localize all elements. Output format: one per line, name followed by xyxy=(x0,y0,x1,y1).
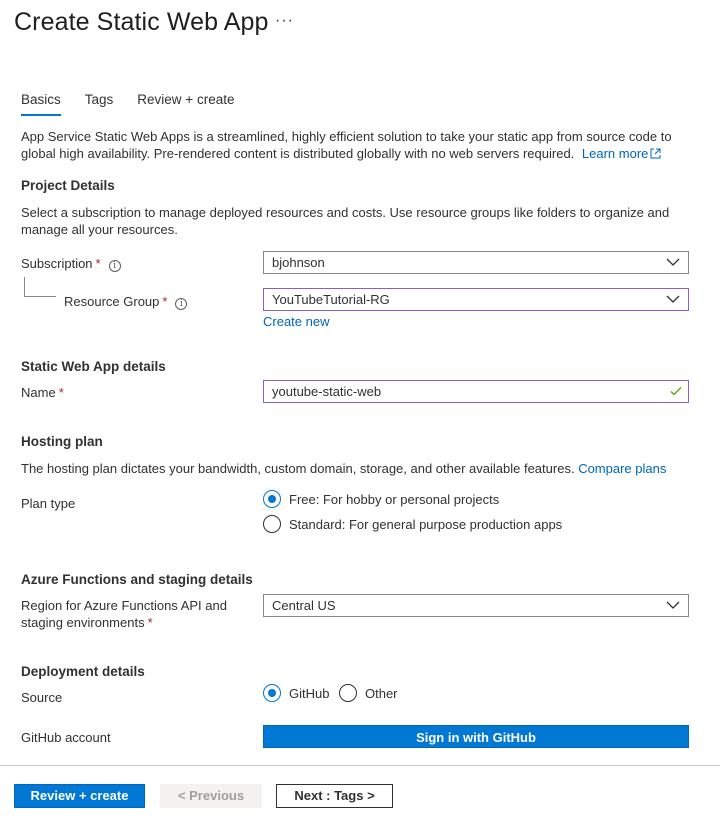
project-details-heading: Project Details xyxy=(21,178,115,193)
source-github-label: GitHub xyxy=(289,685,330,701)
region-value: Central US xyxy=(272,598,336,613)
subscription-value: bjohnson xyxy=(272,255,325,270)
radio-checked[interactable] xyxy=(263,684,281,702)
tab-tags[interactable]: Tags xyxy=(84,92,114,107)
chevron-down-icon xyxy=(666,293,680,305)
tree-connector xyxy=(24,277,56,297)
page-title: Create Static Web App xyxy=(14,8,269,36)
region-label-line1: Region for Azure Functions API and xyxy=(21,598,227,613)
tab-bar xyxy=(21,92,258,116)
resource-group-label: Resource Group xyxy=(64,294,160,309)
github-account-label: GitHub account xyxy=(21,730,111,745)
checkmark-icon xyxy=(670,385,682,397)
plan-free-label: Free: For hobby or personal projects xyxy=(289,491,500,507)
plan-free-option[interactable] xyxy=(263,490,499,508)
hosting-plan-description-row xyxy=(21,461,701,478)
subscription-dropdown[interactable] xyxy=(263,251,689,274)
app-details-heading: Static Web App details xyxy=(21,359,166,374)
plan-standard-label: Standard: For general purpose production apps xyxy=(289,516,563,532)
previous-button[interactable]: < Previous xyxy=(160,784,262,808)
external-link-icon xyxy=(650,148,661,159)
info-icon[interactable]: i xyxy=(109,260,121,272)
subscription-label-row xyxy=(21,256,121,272)
functions-heading: Azure Functions and staging details xyxy=(21,572,253,587)
source-other-label: Other xyxy=(365,685,398,701)
name-label: Name xyxy=(21,385,56,400)
radio-checked[interactable] xyxy=(263,490,281,508)
region-label-row xyxy=(21,598,227,631)
intro-paragraph xyxy=(21,129,701,162)
name-value: youtube-static-web xyxy=(272,384,382,399)
region-label-line2: staging environments xyxy=(21,614,145,630)
info-icon[interactable]: i xyxy=(175,298,187,310)
name-label-row xyxy=(21,385,64,400)
hosting-plan-description: The hosting plan dictates your bandwidth, custom domain, storage, and other available features. xyxy=(21,461,575,476)
resource-group-dropdown[interactable] xyxy=(263,288,689,311)
learn-more-label: Learn more xyxy=(581,145,649,161)
resource-group-label-row xyxy=(64,294,187,310)
deployment-heading: Deployment details xyxy=(21,664,145,679)
plan-standard-option[interactable] xyxy=(263,515,562,533)
subscription-label: Subscription xyxy=(21,256,93,271)
resource-group-value: YouTubeTutorial-RG xyxy=(272,292,390,307)
tab-basics[interactable]: Basics xyxy=(21,92,61,116)
name-input[interactable] xyxy=(263,380,689,403)
project-details-description: Select a subscription to manage deployed resources and costs. Use resource groups like folders to organize and manage all your resources. xyxy=(21,205,670,237)
create-new-link[interactable]: Create new xyxy=(263,314,330,329)
plan-type-label: Plan type xyxy=(21,496,76,511)
required-mark: * xyxy=(95,256,101,271)
chevron-down-icon xyxy=(666,599,680,611)
learn-more-link[interactable] xyxy=(582,146,661,161)
sign-in-github-button[interactable]: Sign in with GitHub xyxy=(263,725,689,748)
footer-divider xyxy=(0,765,720,766)
intro-text: App Service Static Web Apps is a streamlined, highly efficient solution to take your static app from source code to global high availability. Pre-rendered content is distributed globally with no web servers required. xyxy=(21,129,672,161)
radio-unchecked[interactable] xyxy=(263,515,281,533)
required-mark: * xyxy=(147,614,153,630)
compare-plans-link[interactable]: Compare plans xyxy=(578,461,667,476)
review-create-button[interactable]: Review + create xyxy=(14,784,145,808)
more-options-button[interactable]: ··· xyxy=(275,12,294,29)
source-other-option[interactable] xyxy=(339,684,398,702)
chevron-down-icon xyxy=(666,256,680,268)
radio-unchecked[interactable] xyxy=(339,684,357,702)
region-dropdown[interactable] xyxy=(263,594,689,617)
source-label: Source xyxy=(21,690,63,705)
required-mark: * xyxy=(58,385,64,400)
source-github-option[interactable] xyxy=(263,684,329,702)
hosting-plan-heading: Hosting plan xyxy=(21,434,103,449)
required-mark: * xyxy=(162,294,168,309)
tab-review-create[interactable]: Review + create xyxy=(137,92,235,107)
next-tags-button[interactable]: Next : Tags > xyxy=(276,784,393,808)
